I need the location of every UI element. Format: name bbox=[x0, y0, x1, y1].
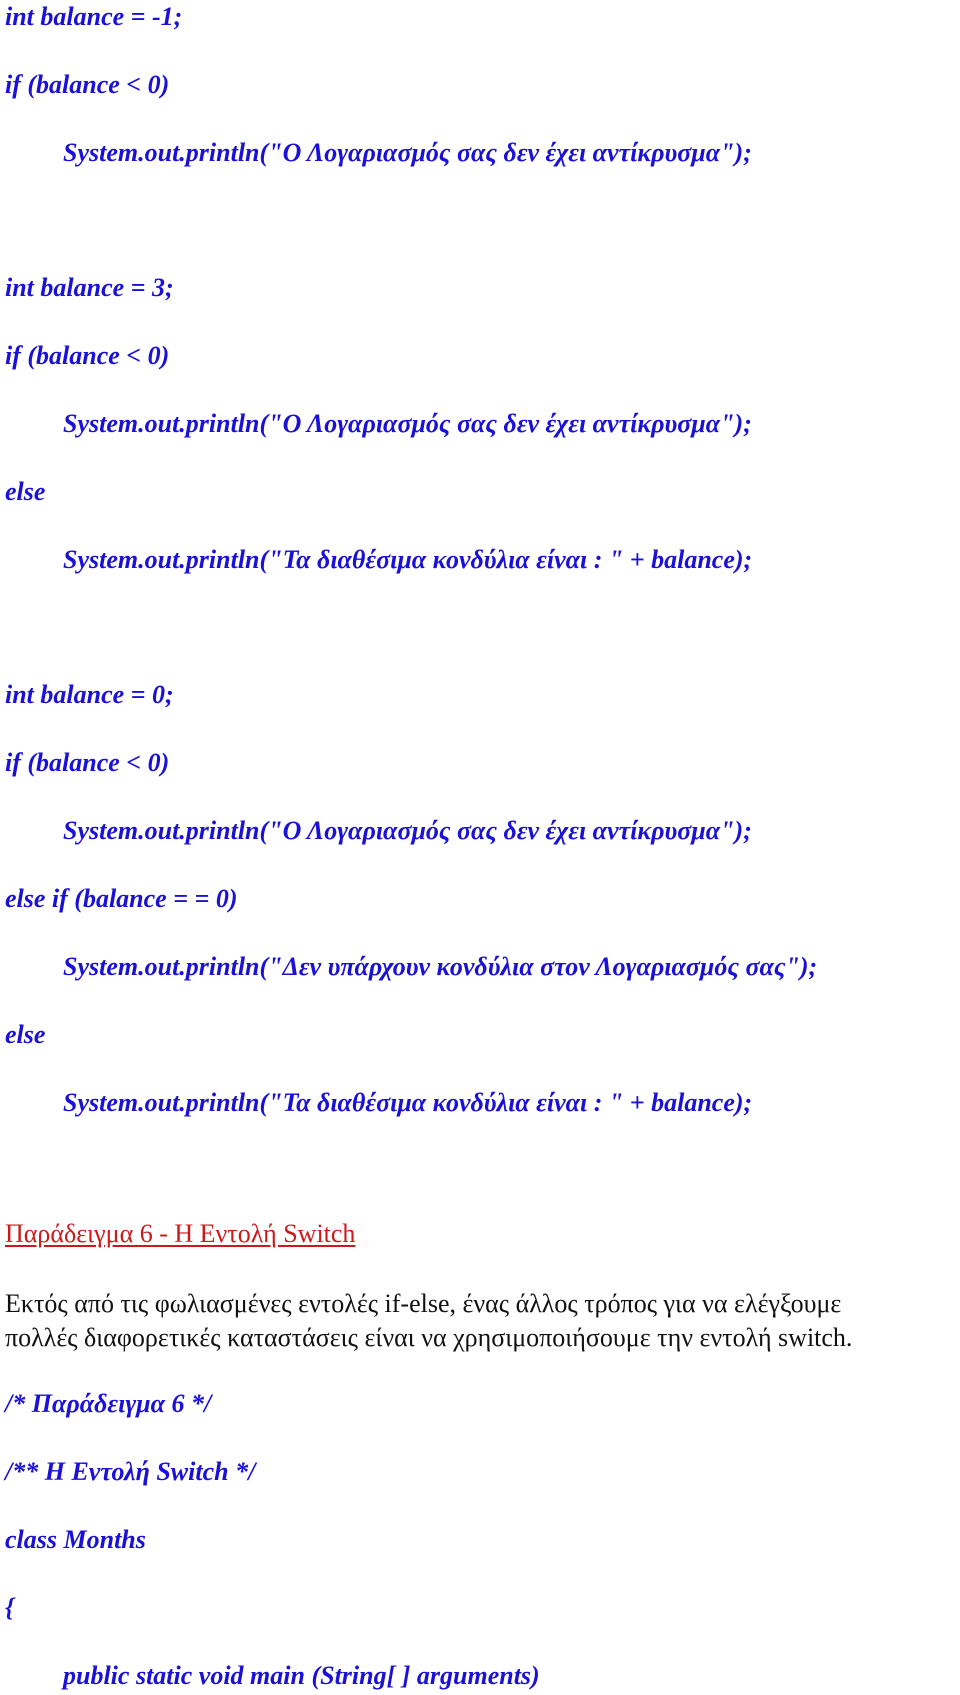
code-comment: /* Παράδειγμα 6 */ bbox=[5, 1389, 212, 1418]
code-comment: /** Η Εντολή Switch */ bbox=[5, 1457, 256, 1486]
code-line: System.out.println("Τα διαθέσιμα κονδύλια είναι : " + balance); bbox=[63, 1088, 753, 1117]
paragraph-line: Εκτός από τις φωλιασμένες εντολές if-else, ένας άλλος τρόπος για να ελέγξουμε bbox=[5, 1289, 842, 1318]
paragraph-line: πολλές διαφορετικές καταστάσεις είναι να χρησιμοποιήσουμε την εντολή switch. bbox=[5, 1323, 853, 1352]
code-line: int balance = -1; bbox=[5, 2, 183, 31]
code-line: System.out.println("Ο Λογαριασμός σας δεν έχει αντίκρυσμα"); bbox=[63, 816, 752, 845]
code-line: if (balance < 0) bbox=[5, 341, 170, 370]
code-line: { bbox=[5, 1593, 15, 1622]
code-line: if (balance < 0) bbox=[5, 748, 170, 777]
code-line: System.out.println("Ο Λογαριασμός σας δεν έχει αντίκρυσμα"); bbox=[63, 409, 752, 438]
code-line: int balance = 3; bbox=[5, 273, 174, 302]
section-heading[interactable]: Παράδειγμα 6 - Η Εντολή Switch bbox=[5, 1219, 356, 1248]
code-line: int balance = 0; bbox=[5, 680, 174, 709]
code-line: public static void main (String[ ] arguments) bbox=[63, 1661, 540, 1690]
code-line: if (balance < 0) bbox=[5, 70, 170, 99]
code-line: System.out.println("Ο Λογαριασμός σας δεν έχει αντίκρυσμα"); bbox=[63, 138, 752, 167]
code-line: else bbox=[5, 1020, 46, 1049]
code-line: else if (balance = = 0) bbox=[5, 884, 238, 913]
body-paragraph bbox=[5, 1287, 955, 1355]
code-line: System.out.println("Τα διαθέσιμα κονδύλια είναι : " + balance); bbox=[63, 545, 753, 574]
code-line: else bbox=[5, 477, 46, 506]
code-line: class Months bbox=[5, 1525, 146, 1554]
code-line: System.out.println("Δεν υπάρχουν κονδύλια στον Λογαριασμός σας"); bbox=[63, 952, 818, 981]
